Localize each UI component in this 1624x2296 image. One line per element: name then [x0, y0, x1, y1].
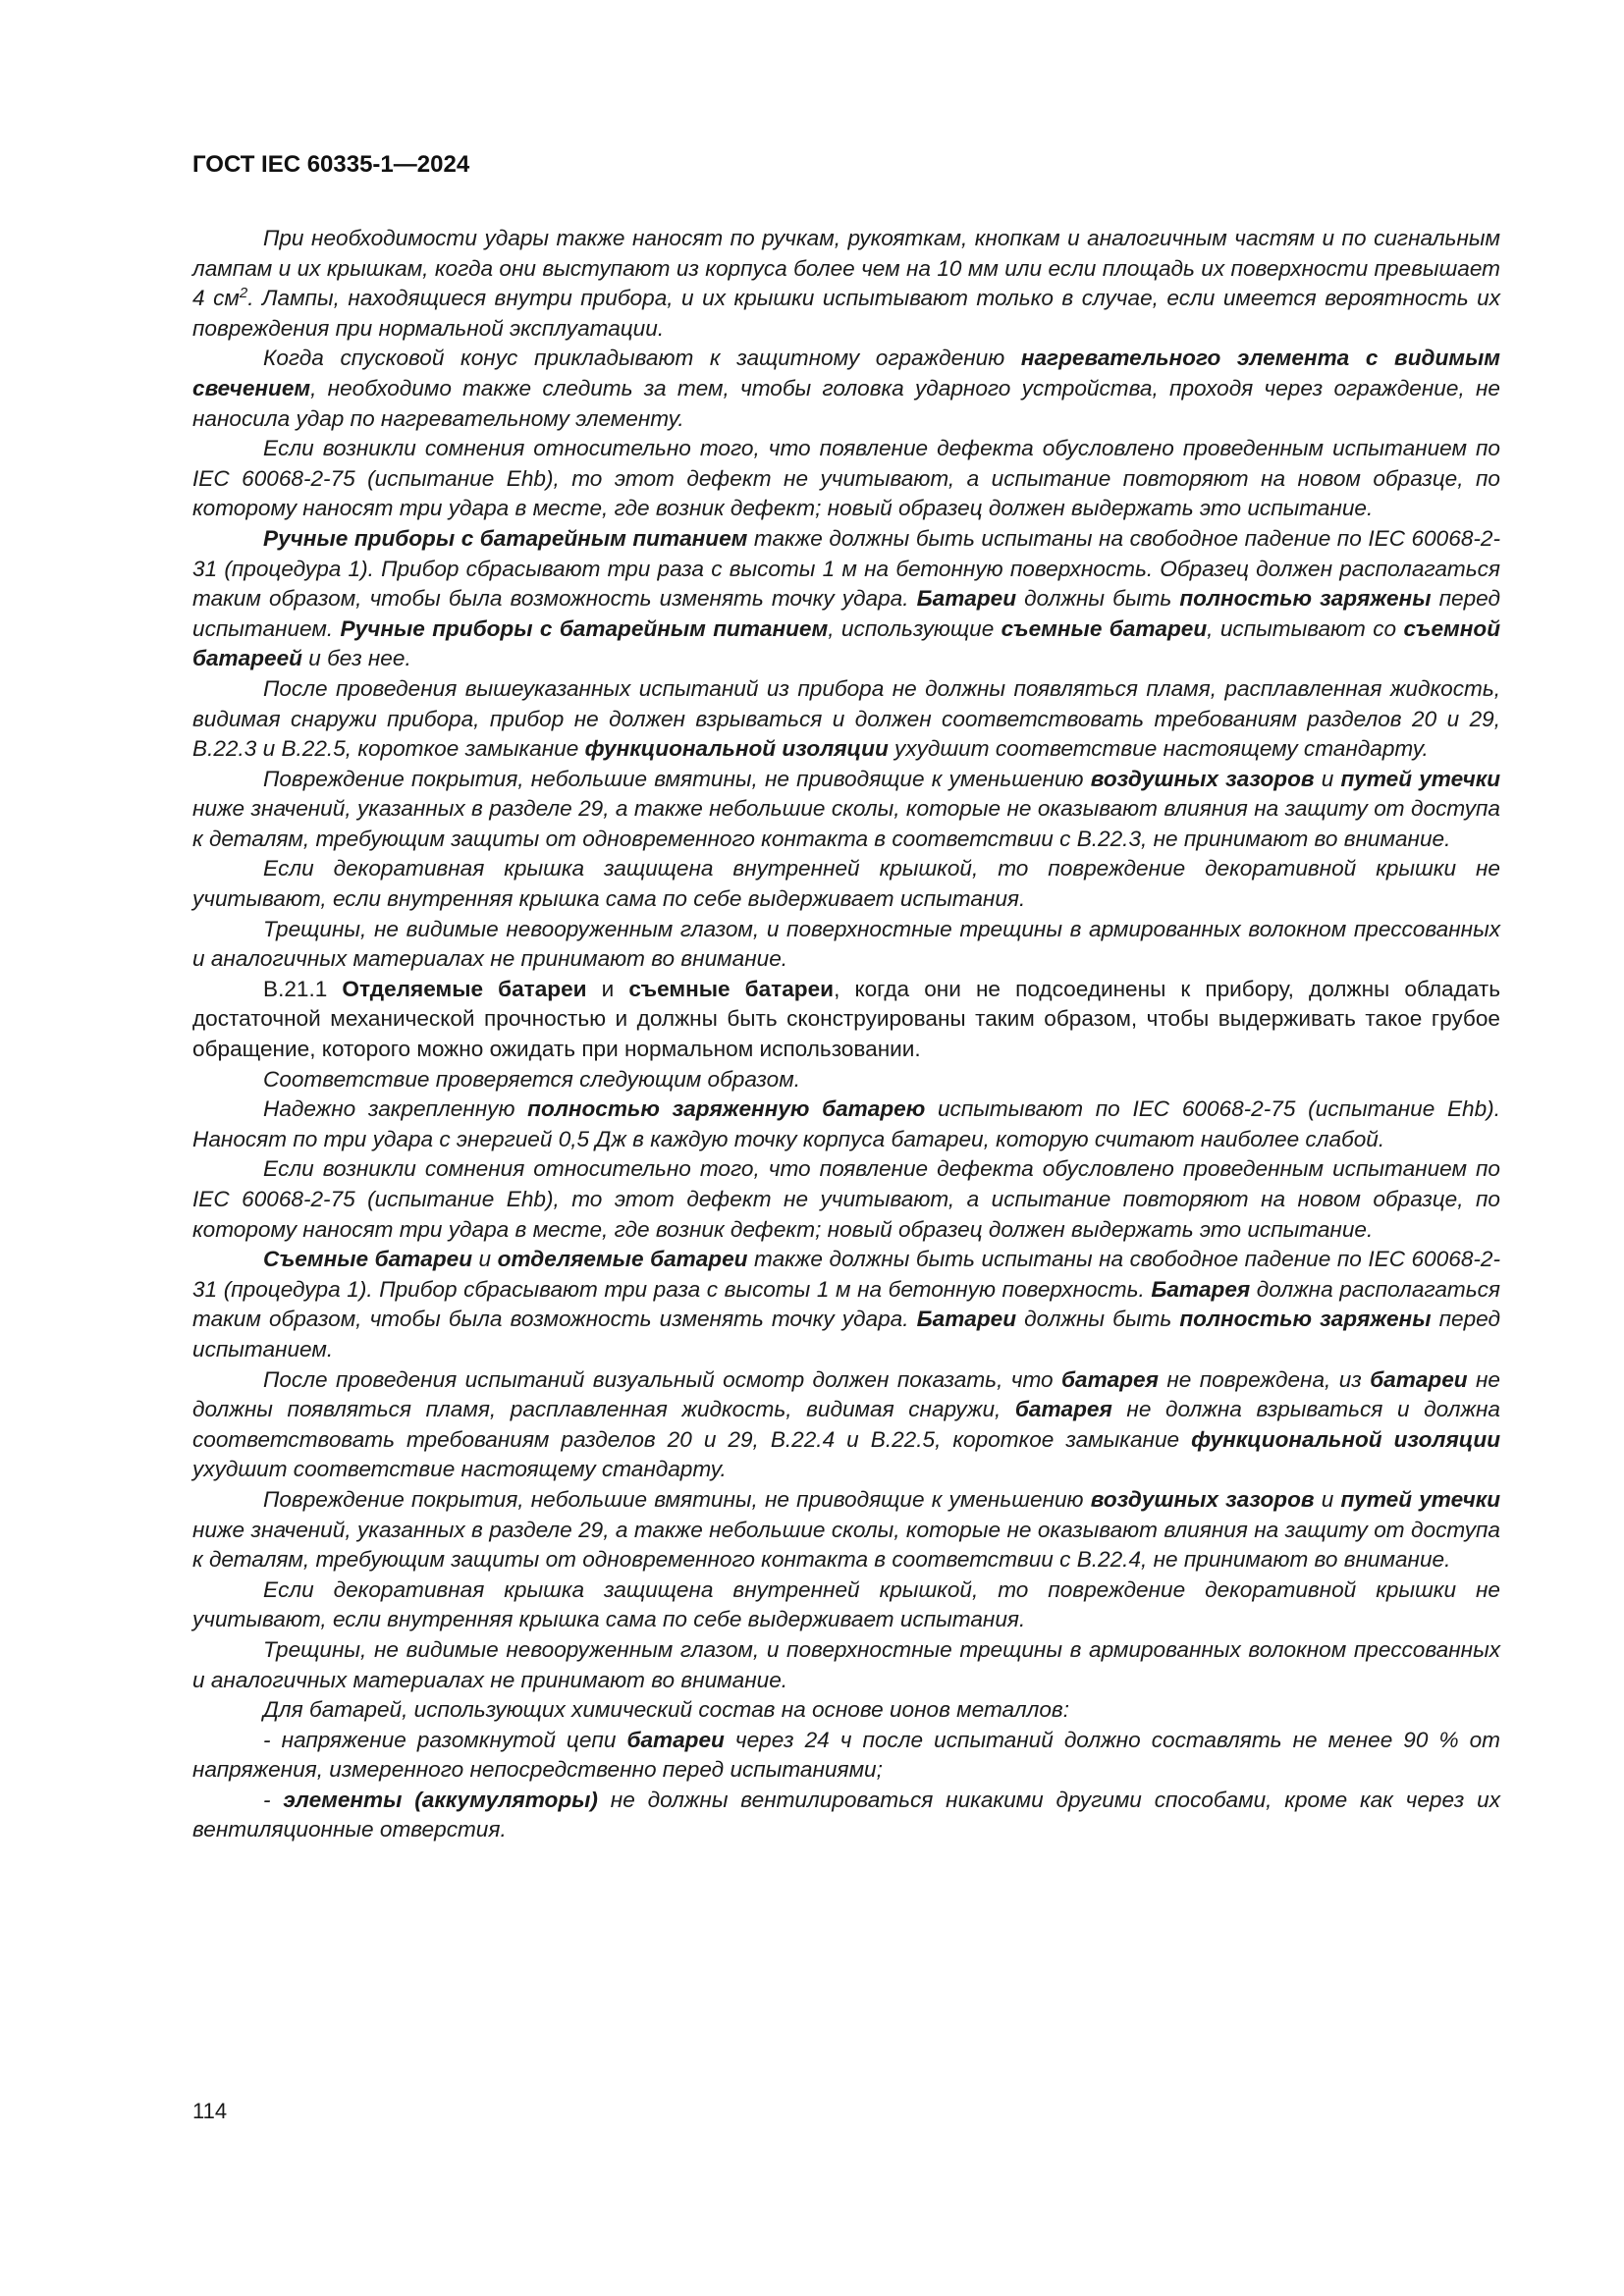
body-paragraph — [192, 854, 1500, 914]
defined-term: батарея — [1061, 1366, 1159, 1392]
defined-term: Ручные приборы с батарейным питанием — [263, 525, 748, 551]
paragraph-text: перед испытанием. — [192, 586, 1500, 641]
paragraph-text: должны быть — [1016, 586, 1180, 612]
paragraph-text: не должна взрываться и должна соответствовать требованиям разделов 20 и 29, B.22.4 и B.22.5, короткое замыкание — [192, 1397, 1500, 1452]
body-paragraph — [192, 1365, 1500, 1485]
body-paragraph — [192, 1245, 1500, 1364]
paragraph-text: и — [1314, 766, 1341, 791]
body-paragraph — [192, 344, 1500, 434]
paragraph-text: Если декоративная крышка защищена внутренней крышкой, то повреждение декоративной крышки не учитывают, если внутренняя крышка сама по себе выдерживает испытания. — [192, 1576, 1500, 1632]
defined-term: Батареи — [916, 586, 1017, 612]
defined-term: Батарея — [1151, 1276, 1251, 1302]
body-paragraph — [192, 1065, 1500, 1095]
body-paragraph — [192, 1485, 1500, 1575]
paragraph-text: Надежно закрепленную — [263, 1096, 528, 1122]
paragraph-text: B.21.1 — [263, 976, 343, 1001]
defined-term: съемные батареи — [628, 976, 835, 1001]
defined-term: Батареи — [916, 1307, 1017, 1332]
defined-term: батарея — [1014, 1397, 1112, 1422]
body-paragraph — [192, 975, 1500, 1065]
body-paragraph — [192, 915, 1500, 975]
document-header: ГОСТ IEC 60335-1—2024 — [192, 151, 470, 178]
paragraph-text: - — [263, 1787, 284, 1812]
body-paragraph — [192, 1575, 1500, 1635]
defined-term: полностью заряжены — [1179, 1307, 1432, 1332]
paragraph-text: и — [472, 1247, 498, 1272]
paragraph-text: После проведения вышеуказанных испытаний из прибора не должны появляться пламя, расплавленная жидкость, видимая снаружи прибора, прибор не должен взрываться и должен соответствовать требованиям разделов 20 и 29, B.22.3 и B.22.5, короткое замыкание — [192, 675, 1500, 762]
defined-term: съемной батареей — [192, 615, 1501, 671]
paragraph-text: Если возникли сомнения относительно того, что появление дефекта обусловлено проведенным испытанием по IEC 60068-2-75 (испытание Ehb), то этот дефект не учитывают, а испытание повторяют на новом образце, по которому наносят три удара в месте, где возник дефект; новый образец должен выдержать это испытание. — [192, 436, 1500, 521]
defined-term: Съемные батареи — [263, 1247, 472, 1272]
paragraph-text: также должны быть испытаны на свободное падение по IEC 60068-2-31 (процедура 1). Прибор сбрасывают три раза с высоты 1 м на бетонную поверхность. — [192, 1247, 1500, 1302]
paragraph-text: Трещины, не видимые невооруженным глазом, и поверхностные трещины в армированных волокном прессованных и аналогичных материалах не принимают во внимание. — [192, 1636, 1500, 1692]
defined-term: нагревательного элемента с видимым свечением — [192, 346, 1500, 400]
paragraph-text: - напряжение разомкнутой цепи — [263, 1727, 627, 1752]
paragraph-text: Повреждение покрытия, небольшие вмятины, не приводящие к уменьшению — [263, 766, 1091, 791]
defined-term: полностью заряженную батарею — [527, 1096, 926, 1122]
paragraph-text: , использующие — [828, 615, 1001, 641]
paragraph-text: . Лампы, находящиеся внутри прибора, и их крышки испытывают только в случае, если имеется вероятность их повреждения при нормальной эксплуатации. — [192, 286, 1500, 341]
paragraph-text: Если декоративная крышка защищена внутренней крышкой, то повреждение декоративной крышки не учитывают, если внутренняя крышка сама по себе выдерживает испытания. — [192, 856, 1500, 912]
body-paragraph — [192, 434, 1500, 524]
paragraph-text: также должны быть испытаны на свободное падение по IEC 60068-2-31 (процедура 1). Прибор сбрасывают три раза с высоты 1 м на бетонную поверхность. Образец должен располагаться таким образом, чтобы была возможность изменять точку удара. — [192, 525, 1500, 612]
body-paragraph — [192, 1695, 1500, 1726]
paragraph-text: не повреждена, из — [1158, 1366, 1371, 1392]
paragraph-text: Соответствие проверяется следующим образом. — [263, 1066, 801, 1092]
paragraph-text: Повреждение покрытия, небольшие вмятины, не приводящие к уменьшению — [263, 1486, 1091, 1512]
defined-term: Ручные приборы с батарейным питанием — [340, 615, 829, 641]
superscript-text: 2 — [239, 285, 248, 302]
paragraph-text: Трещины, не видимые невооруженным глазом, и поверхностные трещины в армированных волокном прессованных и аналогичных материалах не принимают во внимание. — [192, 916, 1500, 972]
paragraph-text: через 24 ч после испытаний должно составлять не менее 90 % от напряжения, измеренного непосредственно перед испытаниями; — [192, 1727, 1500, 1783]
defined-term: функциональной изоляции — [1191, 1426, 1500, 1452]
defined-term: путей утечки — [1340, 1486, 1500, 1512]
paragraph-text: , когда они не подсоединены к прибору, должны обладать достаточной механической прочностью и должны быть сконструированы таким образом, чтобы выдерживать такое грубое обращение, которого можно ожидать при нормальном использовании. — [192, 976, 1500, 1062]
paragraph-text: не должны вентилироваться никакими другими способами, кроме как через их вентиляционные отверстия. — [192, 1787, 1500, 1842]
body-paragraph — [192, 1635, 1500, 1695]
defined-term: полностью заряжены — [1179, 586, 1432, 612]
paragraph-text: , необходимо также следить за тем, чтобы головка ударного устройства, проходя через ограждение, не наносила удар по нагревательному элементу. — [192, 375, 1500, 431]
page-number: 114 — [192, 2099, 228, 2123]
defined-term: путей утечки — [1340, 766, 1500, 791]
document-body — [192, 224, 1500, 1845]
paragraph-text: должна располагаться таким образом, чтобы была возможность изменять точку удара. — [192, 1276, 1500, 1332]
body-paragraph — [192, 224, 1500, 344]
paragraph-text: и — [1314, 1486, 1341, 1512]
paragraph-text: и без нее. — [301, 646, 411, 671]
paragraph-text: и — [586, 976, 629, 1001]
paragraph-text: , испытывают со — [1207, 615, 1404, 641]
body-paragraph — [192, 1154, 1500, 1245]
defined-term: батареи — [1370, 1366, 1468, 1392]
paragraph-text: После проведения испытаний визуальный осмотр должен показать, что — [263, 1366, 1062, 1392]
defined-term: Отделяемые батареи — [342, 976, 587, 1001]
defined-term: батареи — [626, 1727, 725, 1752]
paragraph-text: Для батарей, использующих химический состав на основе ионов металлов: — [263, 1697, 1069, 1723]
defined-term: воздушных зазоров — [1090, 1486, 1315, 1512]
body-paragraph — [192, 524, 1500, 674]
paragraph-text: перед испытанием. — [192, 1307, 1500, 1362]
defined-term: отделяемые батареи — [497, 1247, 748, 1272]
paragraph-text: Если возникли сомнения относительно того, что появление дефекта обусловлено проведенным испытанием по IEC 60068-2-75 (испытание Ehb), то этот дефект не учитывают, а испытание повторяют на новом образце, по которому наносят три удара в месте, где возник дефект; новый образец должен выдержать это испытание. — [192, 1156, 1500, 1242]
paragraph-text: При необходимости удары также наносят по ручкам, рукояткам, кнопкам и аналогичным частям и по сигнальным лампам и их крышкам, когда они выступают из корпуса более чем на 10 мм или если площадь их поверхности превышает 4 см — [192, 226, 1500, 311]
paragraph-text: Когда спусковой конус прикладывают к защитному ограждению — [263, 346, 1021, 371]
defined-term: функциональной изоляции — [584, 736, 889, 762]
body-paragraph — [192, 765, 1500, 855]
paragraph-text: ухудшит соответствие настоящему стандарту. — [888, 736, 1429, 762]
defined-term: воздушных зазоров — [1090, 766, 1315, 791]
paragraph-text: испытывают по IEC 60068-2-75 (испытание Ehb). Наносят по три удара с энергией 0,5 Дж в каждую точку корпуса батареи, которую считают наиболее слабой. — [192, 1096, 1500, 1151]
body-paragraph — [192, 674, 1500, 765]
paragraph-text: ниже значений, указанных в разделе 29, а также небольшие сколы, которые не оказывают влияния на защиту от доступа к деталям, требующим защиты от одновременного контакта в соответствии с B.22.3, не принимают во внимание. — [192, 796, 1500, 851]
paragraph-text: не должны появляться пламя, расплавленная жидкость, видимая снаружи, — [192, 1366, 1500, 1422]
defined-term: элементы (аккумуляторы) — [283, 1787, 598, 1812]
paragraph-text: должны быть — [1016, 1307, 1180, 1332]
paragraph-text: ухудшит соответствие настоящему стандарту. — [192, 1457, 727, 1482]
paragraph-text: ниже значений, указанных в разделе 29, а также небольшие сколы, которые не оказывают влияния на защиту от доступа к деталям, требующим защиты от одновременного контакта в соответствии с B.22.4, не принимают во внимание. — [192, 1517, 1500, 1573]
body-paragraph — [192, 1095, 1500, 1154]
body-paragraph — [192, 1726, 1500, 1786]
body-paragraph — [192, 1786, 1500, 1845]
defined-term: съемные батареи — [1001, 615, 1208, 641]
